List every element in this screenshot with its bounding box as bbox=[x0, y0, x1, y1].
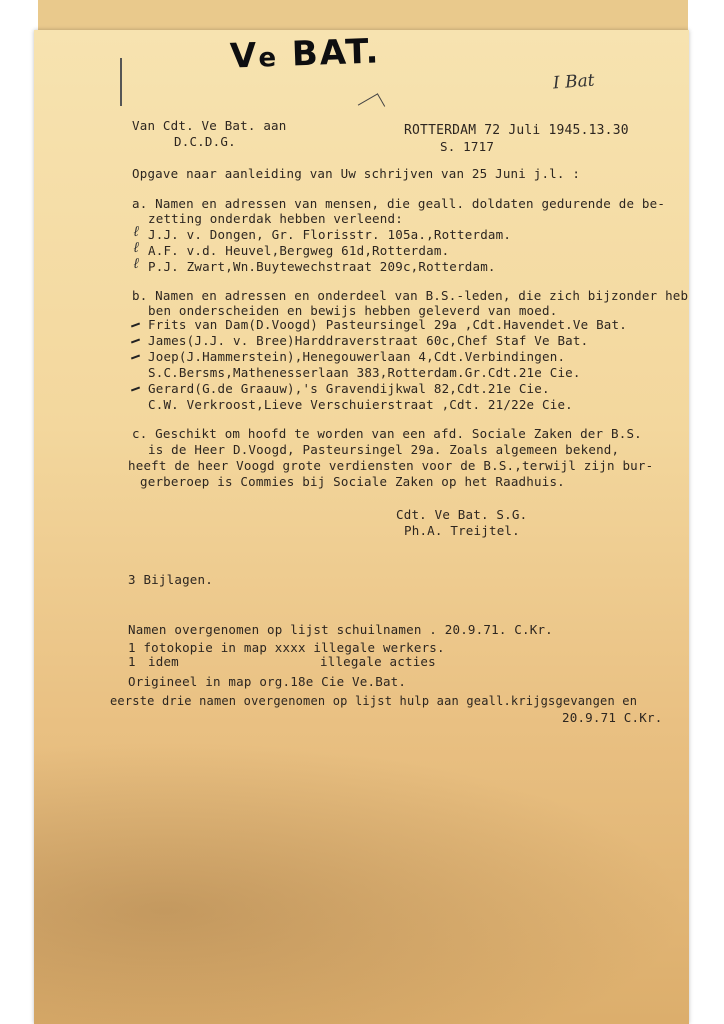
list-item: Joep(J.Hammerstein),Henegouwerlaan 4,Cdt.Verbindingen. bbox=[148, 349, 566, 364]
section-c-line-4: gerberoep is Commies bij Sociale Zaken op het Raadhuis. bbox=[140, 474, 565, 489]
signature-title: Cdt. Ve Bat. S.G. bbox=[396, 507, 528, 522]
footer-note-5: eerste drie namen overgenomen op lijst hulp aan geall.krijgsgevangen en bbox=[110, 694, 638, 708]
section-b-line-2: ben onderscheiden en bewijs hebben geleverd van moed. bbox=[148, 303, 558, 318]
pencil-mark bbox=[120, 58, 122, 106]
footer-note-2: 1 fotokopie in map xxxx illegale werkers. bbox=[128, 640, 445, 655]
sender-line: Van Cdt. Ve Bat. aan bbox=[132, 118, 287, 133]
footer-note-3-count: 1 bbox=[128, 654, 136, 669]
section-a-line-2: zetting onderdak hebben verleend: bbox=[148, 211, 403, 226]
tick-mark: ℓ bbox=[132, 256, 141, 272]
enclosures: 3 Bijlagen. bbox=[128, 572, 213, 587]
list-item: J.J. v. Dongen, Gr. Florisstr. 105a.,Rotterdam. bbox=[148, 227, 512, 242]
handwritten-title: Ve BAT. bbox=[229, 31, 382, 77]
footer-note-3-text: illegale acties bbox=[320, 654, 436, 669]
signature-name: Ph.A. Treijtel. bbox=[404, 523, 520, 538]
subject-line: Opgave naar aanleiding van Uw schrijven van 25 Juni j.l. : bbox=[132, 166, 581, 181]
section-c-line-2: is de Heer D.Voogd, Pasteursingel 29a. Zoals algemeen bekend, bbox=[148, 442, 620, 457]
section-c-line-3: heeft de heer Voogd grote verdiensten voor de B.S.,terwijl zijn bur- bbox=[128, 458, 654, 473]
page-shadow bbox=[34, 740, 689, 1024]
reference-number: S. 1717 bbox=[440, 139, 495, 154]
list-item: A.F. v.d. Heuvel,Bergweg 61d,Rotterdam. bbox=[148, 243, 450, 258]
footer-note-4: Origineel in map org.18e Cie Ve.Bat. bbox=[128, 674, 407, 689]
list-item: C.W. Verkroost,Lieve Verschuierstraat ,Cdt. 21/22e Cie. bbox=[148, 397, 573, 412]
footer-note-3-idem: idem bbox=[148, 654, 179, 669]
list-item: James(J.J. v. Bree)Harddraverstraat 60c,Chef Staf Ve Bat. bbox=[148, 333, 589, 348]
section-b-line-1: b. Namen en adressen en onderdeel van B.S.-leden, die zich bijzonder heb bbox=[132, 288, 689, 303]
place-date: ROTTERDAM 72 Juli 1945.13.30 bbox=[404, 123, 629, 138]
list-item: Gerard(G.de Graauw),'s Gravendijkwal 82,Cdt.21e Cie. bbox=[148, 381, 550, 396]
list-item: S.C.Bersms,Mathenesserlaan 383,Rotterdam.Gr.Cdt.21e Cie. bbox=[148, 365, 581, 380]
handwritten-corner-note: I Bat bbox=[552, 70, 596, 94]
tick-mark: ℓ bbox=[132, 224, 141, 240]
footer-note-6: 20.9.71 C.Kr. bbox=[562, 710, 663, 725]
recipient-line: D.C.D.G. bbox=[174, 134, 236, 149]
list-item: Frits van Dam(D.Voogd) Pasteursingel 29a ,Cdt.Havendet.Ve Bat. bbox=[148, 317, 627, 332]
section-a-line-1: a. Namen en adressen van mensen, die geall. doldaten gedurende de be- bbox=[132, 196, 666, 211]
section-c-line-1: c. Geschikt om hoofd te worden van een afd. Sociale Zaken der B.S. bbox=[132, 426, 642, 441]
list-item: P.J. Zwart,Wn.Buytewechstraat 209c,Rotterdam. bbox=[148, 259, 496, 274]
footer-note-1: Namen overgenomen op lijst schuilnamen . 20.9.71. C.Kr. bbox=[128, 622, 553, 637]
tick-mark: ℓ bbox=[132, 240, 141, 256]
